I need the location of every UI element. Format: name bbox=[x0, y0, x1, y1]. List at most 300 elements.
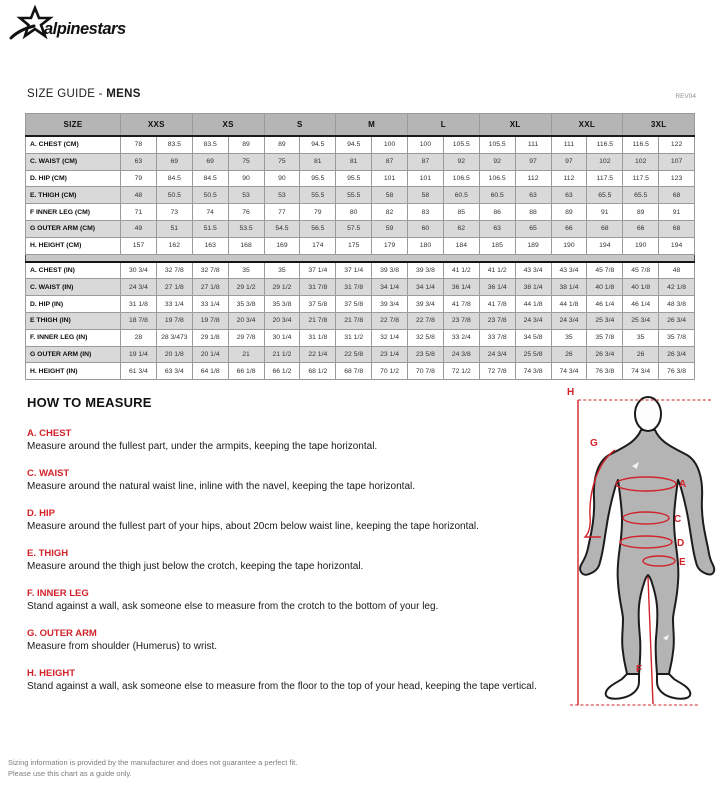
measure-instruction-text: Stand against a wall, ask someone else to measure from the crotch to the bottom of your leg. bbox=[27, 601, 439, 612]
measurement-cell: 26 bbox=[551, 346, 587, 363]
measurement-cell: 61 3/4 bbox=[121, 363, 157, 380]
measurement-cell: 77 bbox=[264, 204, 300, 221]
measurement-cell: 30 3/4 bbox=[121, 262, 157, 279]
measurement-cell: 84.5 bbox=[156, 170, 192, 187]
measurement-cell: 68 7/8 bbox=[336, 363, 372, 380]
measurement-cell: 169 bbox=[264, 237, 300, 254]
measurement-cell: 44 1/8 bbox=[551, 296, 587, 313]
page-title bbox=[27, 88, 141, 100]
measurement-cell: 87 bbox=[372, 153, 408, 170]
figure-label-thigh: E bbox=[679, 557, 686, 568]
measurement-cell: 29 1/8 bbox=[192, 329, 228, 346]
measurement-cell: 106.5 bbox=[443, 170, 479, 187]
measurement-cell: 20 3/4 bbox=[228, 312, 264, 329]
measurement-cell: 53 bbox=[228, 187, 264, 204]
measurement-cell: 19 1/4 bbox=[121, 346, 157, 363]
measure-instruction bbox=[27, 427, 572, 453]
measurement-cell: 41 1/2 bbox=[479, 262, 515, 279]
disclaimer bbox=[8, 758, 297, 779]
size-column-header: XL bbox=[479, 114, 551, 137]
measurement-cell: 33 1/4 bbox=[192, 296, 228, 313]
measurement-cell: 157 bbox=[121, 237, 157, 254]
measurement-cell: 68 bbox=[659, 187, 695, 204]
measurement-cell: 53 bbox=[264, 187, 300, 204]
alpinestars-star-icon bbox=[8, 5, 143, 47]
measurement-cell: 37 5/8 bbox=[336, 296, 372, 313]
measurement-cell: 56.5 bbox=[300, 220, 336, 237]
table-row bbox=[26, 262, 695, 279]
measurement-cell: 55.5 bbox=[336, 187, 372, 204]
row-label: D. HIP (CM) bbox=[26, 170, 121, 187]
table-row bbox=[26, 329, 695, 346]
measurement-cell: 83.5 bbox=[156, 136, 192, 153]
measurement-cell: 36 1/4 bbox=[479, 279, 515, 296]
measurement-cell: 97 bbox=[515, 153, 551, 170]
measurement-cell: 82 bbox=[372, 204, 408, 221]
size-table-body bbox=[26, 136, 695, 380]
measurement-cell: 123 bbox=[659, 170, 695, 187]
measurement-cell: 116.5 bbox=[623, 136, 659, 153]
measurement-cell: 37 1/4 bbox=[336, 262, 372, 279]
figure-label-inner-leg: F bbox=[636, 664, 643, 675]
measurement-cell: 100 bbox=[408, 136, 444, 153]
measurement-cell: 184 bbox=[443, 237, 479, 254]
measurement-cell: 38 1/4 bbox=[551, 279, 587, 296]
figure-label-chest: A bbox=[679, 479, 687, 490]
row-label: G OUTER ARM (CM) bbox=[26, 220, 121, 237]
measurement-cell: 190 bbox=[551, 237, 587, 254]
measurement-cell: 37 5/8 bbox=[300, 296, 336, 313]
measurement-cell: 75 bbox=[228, 153, 264, 170]
measurement-cell: 70 7/8 bbox=[408, 363, 444, 380]
measurement-cell: 66 bbox=[551, 220, 587, 237]
measurement-cell: 54.5 bbox=[264, 220, 300, 237]
measure-instruction bbox=[27, 587, 572, 613]
measurement-cell: 22 1/4 bbox=[300, 346, 336, 363]
measurement-cell: 44 1/8 bbox=[515, 296, 551, 313]
measurement-cell: 92 bbox=[479, 153, 515, 170]
measurement-cell: 31 1/8 bbox=[300, 329, 336, 346]
measurement-cell: 79 bbox=[300, 204, 336, 221]
page-title-prefix: SIZE GUIDE - bbox=[27, 88, 107, 100]
measurement-cell: 38 1/4 bbox=[515, 279, 551, 296]
row-label: H. HEIGHT (IN) bbox=[26, 363, 121, 380]
measurement-cell: 23 1/4 bbox=[372, 346, 408, 363]
size-column-header: XXL bbox=[551, 114, 623, 137]
table-row bbox=[26, 312, 695, 329]
row-label: F. INNER LEG (IN) bbox=[26, 329, 121, 346]
measurement-cell: 84.5 bbox=[192, 170, 228, 187]
measurement-cell: 60.5 bbox=[443, 187, 479, 204]
measurement-cell: 24 3/4 bbox=[121, 279, 157, 296]
measurement-cell: 39 3/4 bbox=[408, 296, 444, 313]
measurement-cell: 32 7/8 bbox=[192, 262, 228, 279]
measurement-cell: 23 7/8 bbox=[479, 312, 515, 329]
measurement-cell: 22 7/8 bbox=[408, 312, 444, 329]
measurement-cell: 35 bbox=[623, 329, 659, 346]
measurement-cell: 64 1/8 bbox=[192, 363, 228, 380]
measurement-cell: 24 3/4 bbox=[515, 312, 551, 329]
measurement-cell: 89 bbox=[551, 204, 587, 221]
measurement-cell: 89 bbox=[228, 136, 264, 153]
measurement-cell: 63 bbox=[515, 187, 551, 204]
measurement-cell: 60 bbox=[408, 220, 444, 237]
measurement-cell: 111 bbox=[551, 136, 587, 153]
measure-instruction-heading: E. THIGH bbox=[27, 548, 69, 559]
measurement-cell: 163 bbox=[192, 237, 228, 254]
figure-label-waist: C bbox=[674, 514, 682, 525]
measurement-cell: 62 bbox=[443, 220, 479, 237]
measure-instruction-heading: H. HEIGHT bbox=[27, 668, 76, 679]
measurement-cell: 117.5 bbox=[623, 170, 659, 187]
measurement-cell: 57.5 bbox=[336, 220, 372, 237]
logo-wordmark: alpinestars bbox=[44, 20, 126, 38]
row-label: A. CHEST (CM) bbox=[26, 136, 121, 153]
measurement-cell: 46 1/4 bbox=[623, 296, 659, 313]
measurement-cell: 49 bbox=[121, 220, 157, 237]
measure-instruction bbox=[27, 507, 572, 533]
table-row bbox=[26, 187, 695, 204]
measurement-cell: 33 7/8 bbox=[479, 329, 515, 346]
measurement-cell: 45 7/8 bbox=[587, 262, 623, 279]
measurement-cell: 63 3/4 bbox=[156, 363, 192, 380]
measurement-cell: 86 bbox=[479, 204, 515, 221]
measurement-cell: 105.5 bbox=[479, 136, 515, 153]
revision-label: REV04 bbox=[675, 93, 696, 100]
how-to-measure-section bbox=[27, 395, 572, 707]
measurement-cell: 63 bbox=[551, 187, 587, 204]
measurement-cell: 23 7/8 bbox=[443, 312, 479, 329]
measurement-cell: 74 bbox=[192, 204, 228, 221]
figure-label-hip: D bbox=[677, 538, 685, 549]
measure-instruction-text: Measure around the natural waist line, inline with the navel, keeping the tape horizontal. bbox=[27, 481, 416, 492]
measurement-cell: 25 3/4 bbox=[587, 312, 623, 329]
measurement-cell: 174 bbox=[300, 237, 336, 254]
measurement-cell: 41 7/8 bbox=[443, 296, 479, 313]
measurement-cell: 31 1/2 bbox=[336, 329, 372, 346]
measurement-cell: 39 3/8 bbox=[408, 262, 444, 279]
table-row bbox=[26, 237, 695, 254]
measurement-cell: 20 3/4 bbox=[264, 312, 300, 329]
table-row bbox=[26, 346, 695, 363]
measurement-cell: 32 7/8 bbox=[156, 262, 192, 279]
measurement-cell: 50.5 bbox=[156, 187, 192, 204]
measurement-cell: 85 bbox=[443, 204, 479, 221]
row-label: E. THIGH (CM) bbox=[26, 187, 121, 204]
measurement-cell: 106.5 bbox=[479, 170, 515, 187]
measurement-cell: 74 3/4 bbox=[623, 363, 659, 380]
row-label: C. WAIST (CM) bbox=[26, 153, 121, 170]
measurement-cell: 88 bbox=[515, 204, 551, 221]
measurement-cell: 79 bbox=[121, 170, 157, 187]
measure-instruction bbox=[27, 667, 572, 693]
table-row bbox=[26, 204, 695, 221]
measurement-cell: 25 5/8 bbox=[515, 346, 551, 363]
row-label: H. HEIGHT (CM) bbox=[26, 237, 121, 254]
measure-instruction-heading: F. INNER LEG bbox=[27, 588, 89, 599]
disclaimer-line1: Sizing information is provided by the manufacturer and does not guarantee a perfect fit. bbox=[8, 758, 298, 767]
measurement-cell: 194 bbox=[659, 237, 695, 254]
measurement-cell: 31 1/8 bbox=[121, 296, 157, 313]
measurement-cell: 69 bbox=[156, 153, 192, 170]
measurement-cell: 179 bbox=[372, 237, 408, 254]
measurement-cell: 29 7/8 bbox=[228, 329, 264, 346]
measurement-cell: 78 bbox=[121, 136, 157, 153]
measurement-cell: 102 bbox=[623, 153, 659, 170]
table-row bbox=[26, 363, 695, 380]
measurement-cell: 32 1/4 bbox=[372, 329, 408, 346]
measurement-cell: 95.5 bbox=[300, 170, 336, 187]
measurement-cell: 94.5 bbox=[300, 136, 336, 153]
measurement-cell: 68 bbox=[587, 220, 623, 237]
measurement-cell: 39 3/4 bbox=[372, 296, 408, 313]
measurement-cell: 81 bbox=[336, 153, 372, 170]
measurement-cell: 87 bbox=[408, 153, 444, 170]
measurement-cell: 107 bbox=[659, 153, 695, 170]
measurement-cell: 66 1/2 bbox=[264, 363, 300, 380]
measurement-cell: 69 bbox=[192, 153, 228, 170]
measurement-cell: 43 3/4 bbox=[515, 262, 551, 279]
measurement-cell: 194 bbox=[587, 237, 623, 254]
measurement-cell: 73 bbox=[156, 204, 192, 221]
measure-instruction bbox=[27, 627, 572, 653]
measurement-cell: 58 bbox=[408, 187, 444, 204]
measurement-cell: 76 3/8 bbox=[587, 363, 623, 380]
measurement-cell: 90 bbox=[264, 170, 300, 187]
size-table bbox=[25, 113, 695, 380]
measurement-cell: 45 7/8 bbox=[623, 262, 659, 279]
measurement-figure bbox=[560, 386, 718, 724]
measurement-cell: 83.5 bbox=[192, 136, 228, 153]
measurement-cell: 25 3/4 bbox=[623, 312, 659, 329]
measurement-cell: 48 bbox=[121, 187, 157, 204]
measurement-cell: 46 1/4 bbox=[587, 296, 623, 313]
measurement-cell: 36 1/4 bbox=[443, 279, 479, 296]
measurement-cell: 65 bbox=[515, 220, 551, 237]
measurement-cell: 89 bbox=[264, 136, 300, 153]
measurement-cell: 34 5/8 bbox=[515, 329, 551, 346]
unit-separator-row bbox=[26, 254, 695, 262]
measurement-cell: 33 1/4 bbox=[156, 296, 192, 313]
measurement-cell: 21 7/8 bbox=[300, 312, 336, 329]
size-column-header: S bbox=[264, 114, 336, 137]
measurement-cell: 66 1/8 bbox=[228, 363, 264, 380]
measurement-cell: 59 bbox=[372, 220, 408, 237]
measurement-cell: 48 bbox=[659, 262, 695, 279]
row-label: C. WAIST (IN) bbox=[26, 279, 121, 296]
measurement-cell: 65.5 bbox=[623, 187, 659, 204]
measurement-cell: 190 bbox=[623, 237, 659, 254]
measurement-cell: 19 7/8 bbox=[156, 312, 192, 329]
measurement-cell: 168 bbox=[228, 237, 264, 254]
measurement-cell: 40 1/8 bbox=[587, 279, 623, 296]
unit-separator-cell bbox=[26, 254, 695, 262]
row-label: F INNER LEG (CM) bbox=[26, 204, 121, 221]
size-column-header: M bbox=[336, 114, 408, 137]
measure-instruction-text: Measure around the fullest part, under the armpits, keeping the tape horizontal. bbox=[27, 441, 378, 452]
measurement-cell: 72 1/2 bbox=[443, 363, 479, 380]
measure-instruction bbox=[27, 547, 572, 573]
table-row bbox=[26, 170, 695, 187]
disclaimer-line2: Please use this chart as a guide only. bbox=[8, 768, 132, 778]
measurement-cell: 24 3/4 bbox=[551, 312, 587, 329]
measure-instruction-text: Stand against a wall, ask someone else to measure from the floor to the top of your head, keeping the tape vertical. bbox=[27, 681, 537, 692]
measurement-cell: 180 bbox=[408, 237, 444, 254]
how-to-measure-items bbox=[27, 427, 572, 693]
measurement-cell: 35 3/8 bbox=[264, 296, 300, 313]
measurement-cell: 63 bbox=[479, 220, 515, 237]
measurement-cell: 89 bbox=[623, 204, 659, 221]
measurement-cell: 42 1/8 bbox=[659, 279, 695, 296]
measurement-cell: 75 bbox=[264, 153, 300, 170]
size-column-header: XS bbox=[192, 114, 264, 137]
measurement-cell: 60.5 bbox=[479, 187, 515, 204]
measurement-cell: 111 bbox=[515, 136, 551, 153]
measurement-cell: 71 bbox=[121, 204, 157, 221]
measurement-cell: 35 7/8 bbox=[659, 329, 695, 346]
row-label: D. HIP (IN) bbox=[26, 296, 121, 313]
measure-instruction-text: Measure around the fullest part of your hips, about 20cm below waist line, keeping the tape horizontal. bbox=[27, 521, 479, 532]
alpinestars-logo bbox=[8, 5, 143, 52]
measurement-cell: 35 7/8 bbox=[587, 329, 623, 346]
page-title-gender: MENS bbox=[106, 88, 141, 100]
measurement-cell: 29 1/2 bbox=[228, 279, 264, 296]
measurement-cell: 63 bbox=[121, 153, 157, 170]
measurement-cell: 94.5 bbox=[336, 136, 372, 153]
measurement-cell: 112 bbox=[551, 170, 587, 187]
measurement-cell: 22 5/8 bbox=[336, 346, 372, 363]
measurement-cell: 91 bbox=[659, 204, 695, 221]
size-column-header: L bbox=[408, 114, 480, 137]
measure-instruction-heading: G. OUTER ARM bbox=[27, 628, 97, 639]
measurement-cell: 27 1/8 bbox=[156, 279, 192, 296]
measurement-cell: 29 1/2 bbox=[264, 279, 300, 296]
measurement-cell: 27 1/8 bbox=[192, 279, 228, 296]
measurement-cell: 21 1/2 bbox=[264, 346, 300, 363]
measurement-cell: 83 bbox=[408, 204, 444, 221]
measurement-cell: 175 bbox=[336, 237, 372, 254]
measurement-cell: 105.5 bbox=[443, 136, 479, 153]
measurement-cell: 74 3/4 bbox=[551, 363, 587, 380]
measurement-cell: 24 3/8 bbox=[443, 346, 479, 363]
table-row bbox=[26, 220, 695, 237]
measurement-cell: 22 7/8 bbox=[372, 312, 408, 329]
measure-instruction-text: Measure around the thigh just below the crotch, keeping the tape horizontal. bbox=[27, 561, 364, 572]
measurement-cell: 30 1/4 bbox=[264, 329, 300, 346]
measure-instruction bbox=[27, 467, 572, 493]
measurement-cell: 26 3/4 bbox=[659, 312, 695, 329]
size-column-header: 3XL bbox=[623, 114, 695, 137]
measurement-cell: 72 7/8 bbox=[479, 363, 515, 380]
mannequin-diagram-icon bbox=[560, 386, 718, 724]
measurement-cell: 55.5 bbox=[300, 187, 336, 204]
measure-instruction-heading: D. HIP bbox=[27, 508, 55, 519]
measurement-cell: 21 bbox=[228, 346, 264, 363]
measurement-cell: 20 1/4 bbox=[192, 346, 228, 363]
measurement-cell: 92 bbox=[443, 153, 479, 170]
measurement-cell: 101 bbox=[372, 170, 408, 187]
measurement-cell: 80 bbox=[336, 204, 372, 221]
measurement-cell: 18 7/8 bbox=[121, 312, 157, 329]
measurement-cell: 31 7/8 bbox=[300, 279, 336, 296]
measurement-cell: 28 bbox=[121, 329, 157, 346]
measurement-cell: 32 5/8 bbox=[408, 329, 444, 346]
measurement-cell: 43 3/4 bbox=[551, 262, 587, 279]
measurement-cell: 35 bbox=[228, 262, 264, 279]
measurement-cell: 19 7/8 bbox=[192, 312, 228, 329]
measurement-cell: 51 bbox=[156, 220, 192, 237]
measurement-cell: 100 bbox=[372, 136, 408, 153]
measurement-cell: 26 3/4 bbox=[587, 346, 623, 363]
measurement-cell: 53.5 bbox=[228, 220, 264, 237]
table-row bbox=[26, 136, 695, 153]
row-label: G OUTER ARM (IN) bbox=[26, 346, 121, 363]
measurement-cell: 35 3/8 bbox=[228, 296, 264, 313]
measurement-cell: 76 3/8 bbox=[659, 363, 695, 380]
measurement-cell: 91 bbox=[587, 204, 623, 221]
table-row bbox=[26, 279, 695, 296]
measurement-cell: 95.5 bbox=[336, 170, 372, 187]
measurement-cell: 26 3/4 bbox=[659, 346, 695, 363]
measurement-cell: 189 bbox=[515, 237, 551, 254]
measurement-cell: 21 7/8 bbox=[336, 312, 372, 329]
measurement-cell: 50.5 bbox=[192, 187, 228, 204]
measurement-cell: 24 3/4 bbox=[479, 346, 515, 363]
measurement-cell: 81 bbox=[300, 153, 336, 170]
size-column-header: XXS bbox=[121, 114, 193, 137]
measurement-cell: 185 bbox=[479, 237, 515, 254]
measurement-cell: 76 bbox=[228, 204, 264, 221]
mannequin-head bbox=[635, 397, 661, 431]
measurement-cell: 39 3/8 bbox=[372, 262, 408, 279]
measure-instruction-text: Measure from shoulder (Humerus) to wrist. bbox=[27, 641, 218, 652]
measurement-cell: 68 bbox=[659, 220, 695, 237]
figure-label-outer-arm: G bbox=[590, 438, 598, 449]
measurement-cell: 35 bbox=[264, 262, 300, 279]
how-to-measure-title: HOW TO MEASURE bbox=[27, 395, 152, 410]
measure-instruction-heading: C. WAIST bbox=[27, 468, 70, 479]
figure-label-height: H bbox=[567, 387, 575, 398]
measurement-cell: 162 bbox=[156, 237, 192, 254]
measurement-cell: 41 7/8 bbox=[479, 296, 515, 313]
measurement-cell: 74 3/8 bbox=[515, 363, 551, 380]
measurement-cell: 51.5 bbox=[192, 220, 228, 237]
measurement-cell: 34 1/4 bbox=[372, 279, 408, 296]
size-header-cell: SIZE bbox=[26, 114, 121, 137]
measurement-cell: 40 1/8 bbox=[623, 279, 659, 296]
measurement-cell: 41 1/2 bbox=[443, 262, 479, 279]
measurement-cell: 90 bbox=[228, 170, 264, 187]
row-label: A. CHEST (IN) bbox=[26, 262, 121, 279]
measurement-cell: 70 1/2 bbox=[372, 363, 408, 380]
measurement-cell: 34 1/4 bbox=[408, 279, 444, 296]
measurement-cell: 20 1/8 bbox=[156, 346, 192, 363]
measurement-cell: 26 bbox=[623, 346, 659, 363]
mannequin-left-foot bbox=[606, 674, 639, 699]
inner-leg-measure-line bbox=[648, 577, 653, 704]
measurement-cell: 58 bbox=[372, 187, 408, 204]
measurement-cell: 35 bbox=[551, 329, 587, 346]
measurement-cell: 112 bbox=[515, 170, 551, 187]
measurement-cell: 122 bbox=[659, 136, 695, 153]
measurement-cell: 102 bbox=[587, 153, 623, 170]
row-label: E THIGH (IN) bbox=[26, 312, 121, 329]
measurement-cell: 116.5 bbox=[587, 136, 623, 153]
measurement-cell: 37 1/4 bbox=[300, 262, 336, 279]
title-row bbox=[27, 88, 696, 100]
measurement-cell: 101 bbox=[408, 170, 444, 187]
measurement-cell: 23 5/8 bbox=[408, 346, 444, 363]
